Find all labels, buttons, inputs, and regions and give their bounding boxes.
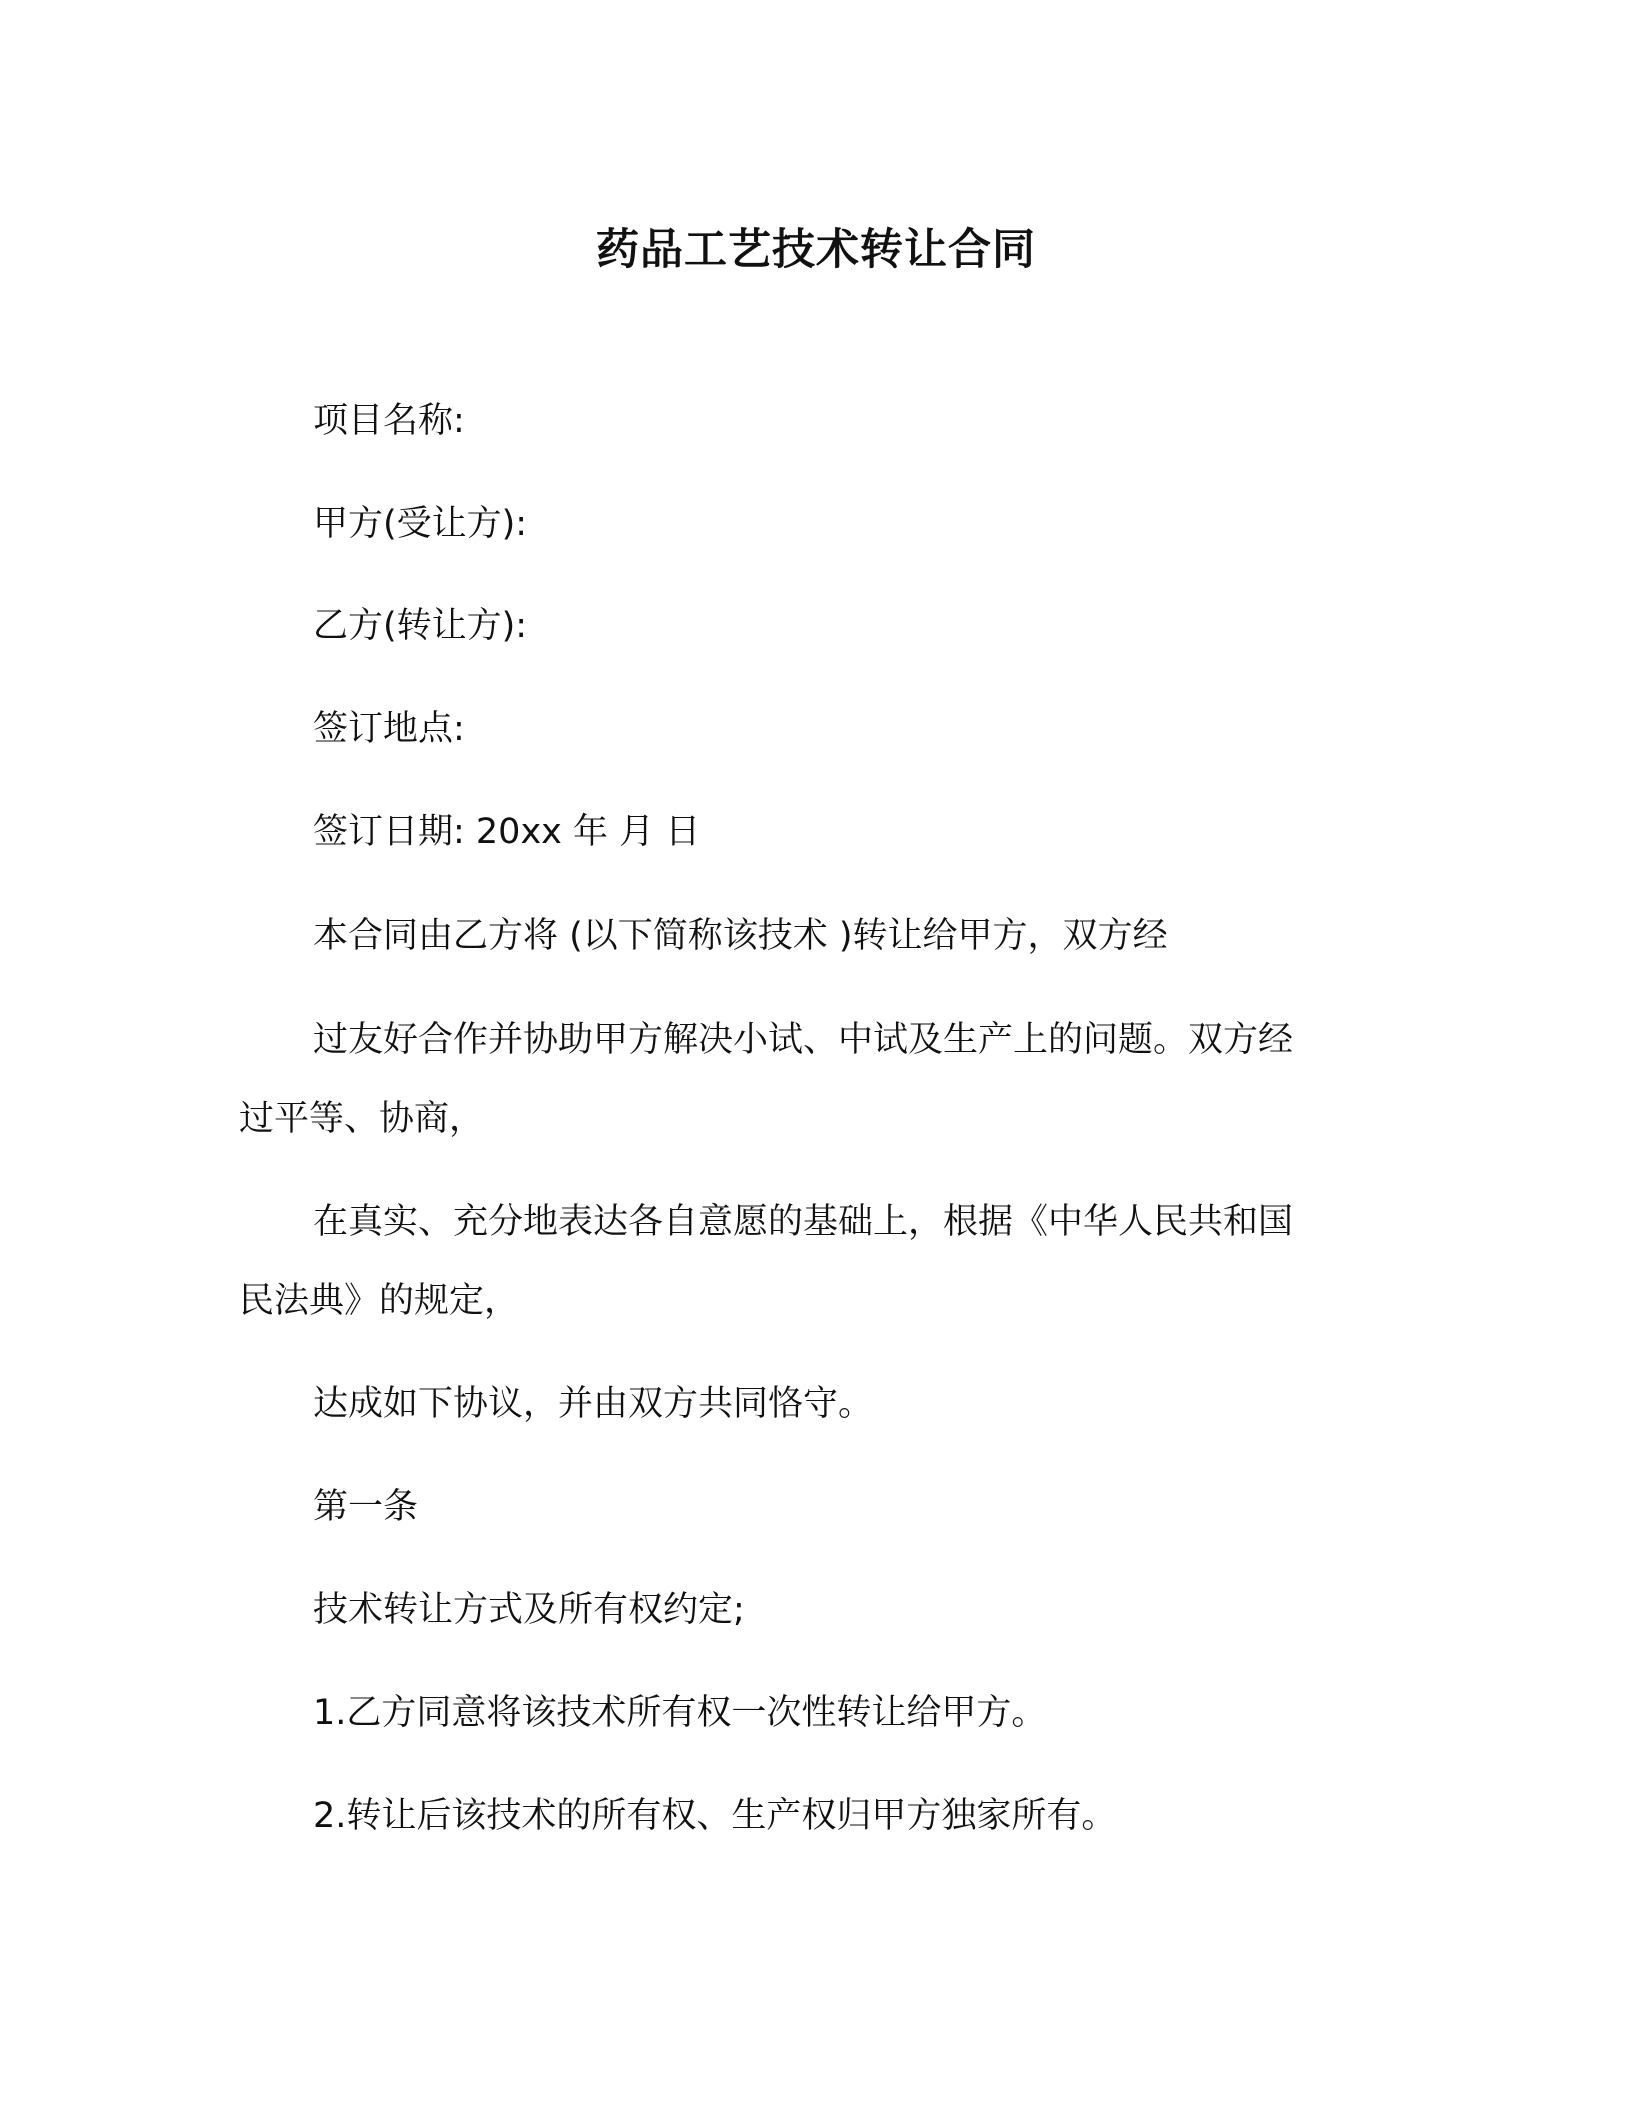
paragraph-line: 达成如下协议，并由双方共同恪守。 bbox=[313, 1384, 874, 1424]
field-sign-date: 签订日期: 20xx 年 月 日 bbox=[313, 812, 701, 852]
field-project-name: 项目名称: bbox=[313, 401, 465, 441]
paragraph-line: 过平等、协商， bbox=[239, 1099, 485, 1139]
field-party-a: 甲方(受让方): bbox=[313, 504, 528, 544]
paragraph-line: 技术转让方式及所有权约定; bbox=[313, 1590, 745, 1630]
paragraph-line: 民法典》的规定， bbox=[239, 1281, 520, 1321]
list-item: 2.转让后该技术的所有权、生产权归甲方独家所有。 bbox=[313, 1796, 1117, 1836]
list-item: 1.乙方同意将该技术所有权一次性转让给甲方。 bbox=[313, 1693, 1047, 1733]
paragraph-line: 在真实、充分地表达各自意愿的基础上，根据《中华人民共和国 bbox=[313, 1202, 1294, 1242]
document-title: 药品工艺技术转让合同 bbox=[596, 225, 1036, 275]
field-sign-place: 签订地点: bbox=[313, 709, 465, 749]
article-heading: 第一条 bbox=[313, 1487, 419, 1527]
paragraph-line: 过友好合作并协助甲方解决小试、中试及生产上的问题。双方经 bbox=[313, 1020, 1294, 1060]
field-party-b: 乙方(转让方): bbox=[313, 606, 528, 646]
paragraph-line: 本合同由乙方将 (以下简称该技术 )转让给甲方，双方经 bbox=[313, 916, 1168, 956]
